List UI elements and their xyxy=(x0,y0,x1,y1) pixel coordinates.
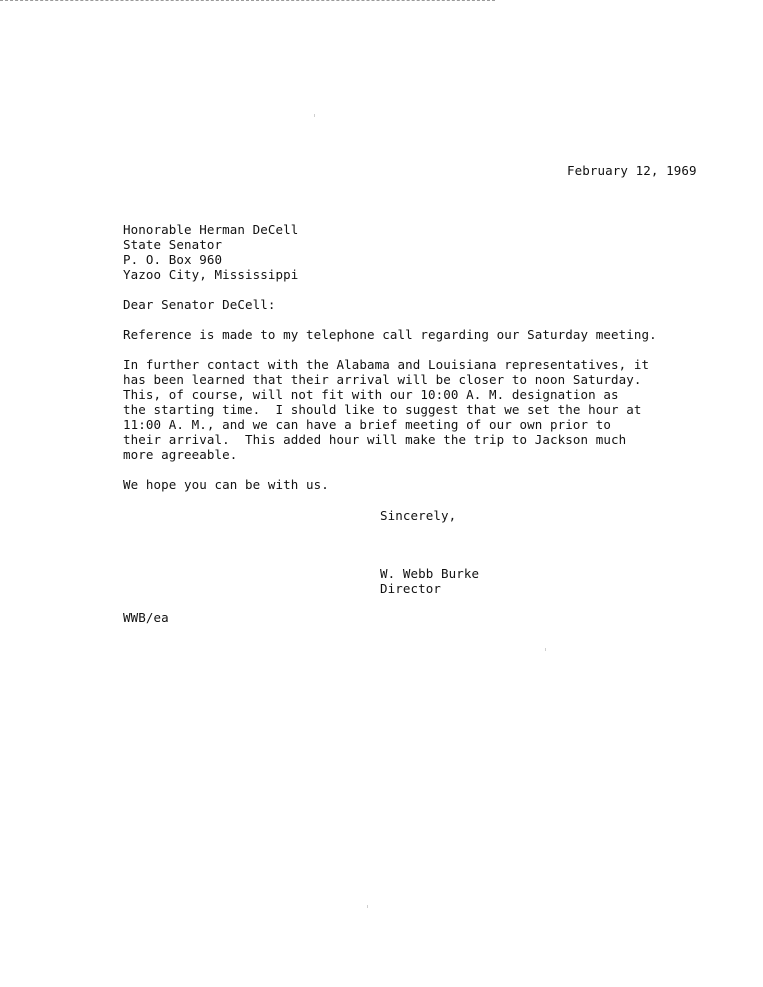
paragraph-1-line: Reference is made to my telephone call regarding our Saturday meeting. xyxy=(123,327,657,342)
recipient-address-line: P. O. Box 960 xyxy=(123,252,223,267)
recipient-name: Honorable Herman DeCell xyxy=(123,222,299,237)
salutation: Dear Senator DeCell: xyxy=(123,297,276,312)
paragraph-2-line: 11:00 A. M., and we can have a brief meeting of our own prior to xyxy=(123,417,612,432)
signer-title: Director xyxy=(380,581,442,596)
paragraph-2-line: more agreeable. xyxy=(123,447,238,462)
closing: Sincerely, xyxy=(380,508,457,523)
letter-date: February 12, 1969 xyxy=(567,163,697,178)
top-dashed-rule xyxy=(0,0,495,1)
scan-speck xyxy=(367,905,368,908)
scan-speck xyxy=(545,648,546,651)
recipient-title: State Senator xyxy=(123,237,223,252)
recipient-city-state: Yazoo City, Mississippi xyxy=(123,267,299,282)
paragraph-2-line: This, of course, will not fit with our 10:00 A. M. designation as xyxy=(123,387,619,402)
paragraph-2-line: the starting time. I should like to suggest that we set the hour at xyxy=(123,402,642,417)
reference-initials: WWB/ea xyxy=(123,610,169,625)
paragraph-2-line: In further contact with the Alabama and Louisiana representatives, it xyxy=(123,357,650,372)
paragraph-2-line: their arrival. This added hour will make the trip to Jackson much xyxy=(123,432,627,447)
paragraph-3-line: We hope you can be with us. xyxy=(123,477,329,492)
scan-speck xyxy=(314,114,315,117)
paragraph-2-line: has been learned that their arrival will be closer to noon Saturday. xyxy=(123,372,642,387)
signer-name: W. Webb Burke xyxy=(380,566,480,581)
